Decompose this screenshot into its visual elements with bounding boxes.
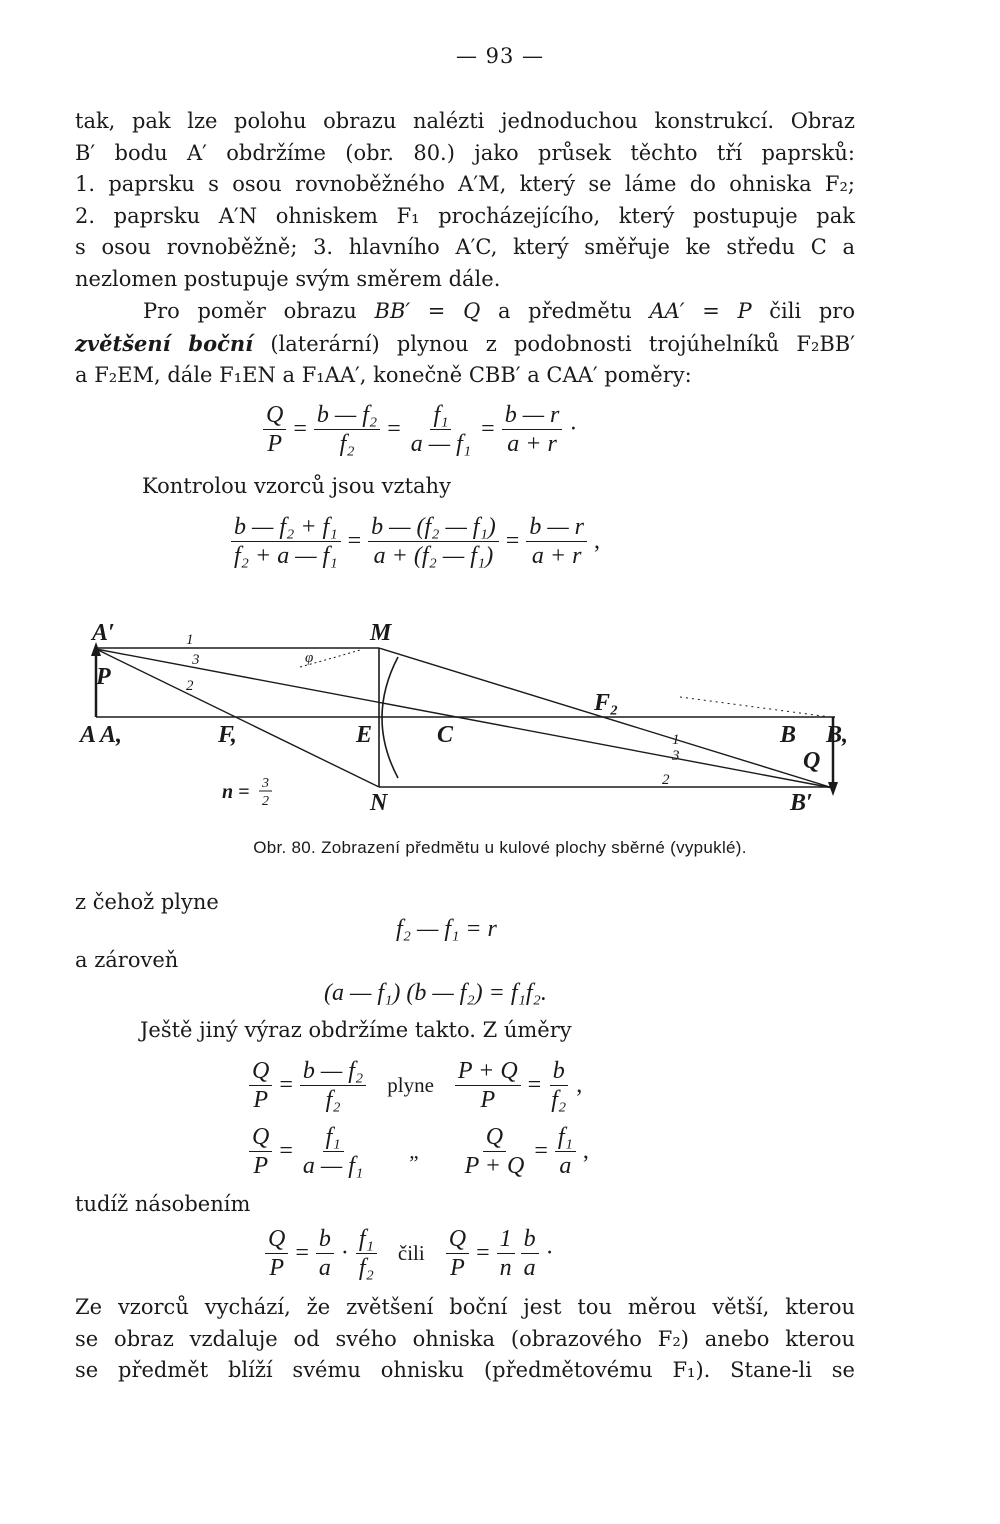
construction-dots <box>680 697 830 717</box>
label-c: C <box>437 722 454 748</box>
paragraph-line: tak, pak lze polohu obrazu nalézti jednoduchou konstrukcí. Obraz <box>75 109 855 133</box>
ray-2-focal <box>96 649 379 787</box>
fraction: $\frac{P + Q}{P}$ <box>455 1058 521 1113</box>
label-f2: F₂ <box>594 690 619 716</box>
equation-control: $\frac{\text{b — f₂ + f₁}}{\text{f₂ + a — f₁}}$ = $\frac{\text{b — (f₂ — f₁)}}{\text{a + (f₂ — f₁)}}$ = $\frac{b — r}{a + r}$ , <box>228 514 604 569</box>
label-b: B <box>780 722 797 748</box>
word-plyne: plyne <box>387 1073 434 1097</box>
text-jeste: Ještě jiný výraz obdržíme takto. Z úměry <box>140 1018 572 1042</box>
paragraph-line: Ze vzorců vychází, že zvětšení boční jest tou měrou větší, kterou <box>75 1295 855 1319</box>
word-cili: čili <box>397 1241 425 1265</box>
refractive-index-numerator: 3 <box>262 776 269 791</box>
optics-diagram <box>0 612 1000 832</box>
equation-magnification: $\frac{Q}{P}$ = $\frac{b}{a}$ · $\frac{\text{f₁}}{\text{f₂}}$ čili $\frac{Q}{P}$ = $\frac{1}{n}$ $\frac{b}{a}$ · <box>262 1226 558 1281</box>
paragraph-line: a F₂EM, dále F₁EN a F₁AA′, konečně CBB′ a CAA′ poměry: <box>75 363 692 387</box>
fraction: $\frac{1}{n}$ <box>497 1226 515 1281</box>
refractive-index-denominator: 2 <box>262 794 269 809</box>
fraction: $\frac{b — r}{a + r}$ <box>502 402 563 457</box>
text-run: BB′ = Q <box>374 299 481 323</box>
fraction: $\frac{\text{f₁}}{a}$ <box>555 1124 576 1179</box>
text-zaroven: a zároveň <box>75 948 179 972</box>
label-n: N <box>370 790 388 816</box>
paragraph-line: B′ bodu A′ obdržíme (obr. 80.) jako průsek těchto tří paprsků: <box>75 140 855 165</box>
paragraph-2 <box>75 296 855 392</box>
paragraph-line: s osou rovnoběžně; 3. hlavního A′C, který směřuje ke středu C a <box>75 235 855 259</box>
equation-proportion-1: $\frac{Q}{P}$ = $\frac{\text{b — f₂}}{\text{f₂}}$ plyne $\frac{P + Q}{P}$ = $\frac{b}{\text{f₂}}$ , <box>246 1058 586 1113</box>
label-e: E <box>356 722 373 748</box>
paragraph-line: se obraz vzdaluje od svého ohniska (obrazového F₂) anebo kterou <box>75 1326 855 1351</box>
paragraph-line: 2. paprsku A′N ohniskem F₁ procházejícího, který postupuje pak <box>75 203 855 228</box>
ditto-mark: „ <box>409 1139 419 1163</box>
text-run: Pro poměr obrazu <box>143 299 357 323</box>
refractive-index-label: n = <box>222 781 250 803</box>
paragraph-3 <box>75 1292 855 1387</box>
paragraph-line: nezlomen postupuje svým směrem dále. <box>75 266 501 291</box>
label-a: A <box>80 722 97 748</box>
ray-number-2: 2 <box>662 772 670 788</box>
fraction: $\frac{\text{f₁}}{\text{a — f₁}}$ <box>302 1124 364 1179</box>
ray-1-refracted <box>379 648 833 788</box>
fraction: $\frac{\text{f₁}}{\text{f₂}}$ <box>356 1226 377 1281</box>
fraction: $\frac{Q}{P}$ <box>263 402 286 457</box>
fraction: $\frac{Q}{P}$ <box>249 1058 272 1113</box>
text-run: čili pro <box>769 299 855 323</box>
fraction: $\frac{\text{b — f₂}}{\text{f₂}}$ <box>300 1058 366 1113</box>
label-b1: B, <box>826 722 849 748</box>
paragraph-line: 1. paprsku s osou rovnoběžného A′M, který se láme do ohniska F₂; <box>75 172 855 196</box>
text-run: AA′ = P <box>649 299 752 323</box>
fraction: $\frac{Q}{P + Q}$ <box>464 1124 525 1179</box>
emphasis-term: zvětšení boční <box>75 330 254 356</box>
fraction: $\frac{b}{a}$ <box>316 1226 334 1281</box>
label-q: Q <box>803 748 821 774</box>
label-b-prime: B′ <box>790 790 813 816</box>
fraction: $\frac{\text{f₁}}{\text{a — f₁}}$ <box>410 402 472 457</box>
ray-number-3: 3 <box>192 652 200 668</box>
page-number: — 93 — <box>455 44 545 68</box>
fraction: $\frac{b}{\text{f₂}}$ <box>551 1058 567 1113</box>
image-arrowhead <box>828 782 838 796</box>
fraction: $\frac{Q}{P}$ <box>265 1226 288 1281</box>
control-text: Kontrolou vzorců jsou vztahy <box>142 474 451 498</box>
fraction: $\frac{b — r}{a + r}$ <box>526 514 587 569</box>
equation-f2-f1: f₂ — f₁ = r <box>396 916 497 942</box>
ray-number-3: 3 <box>672 748 680 764</box>
fraction: $\frac{Q}{P}$ <box>446 1226 469 1281</box>
paragraph-1 <box>75 106 855 295</box>
fraction: $\frac{\text{b — (f₂ — f₁)}}{\text{a + (f₂ — f₁)}}$ <box>368 514 499 569</box>
text-tudiz: tudíž násobením <box>75 1192 251 1216</box>
label-a-prime: A′ <box>92 620 115 646</box>
ray-3-central <box>96 649 833 788</box>
equation-ratios: $\frac{Q}{P}$ = $\frac{\text{b — f₂}}{\text{f₂}}$ = $\frac{\text{f₁}}{\text{a — f₁}}$ = $\frac{b — r}{a + r}$ · <box>260 402 581 457</box>
paragraph-line <box>75 296 855 328</box>
fraction: $\frac{\text{b — f₂ + f₁}}{\text{f₂ + a — f₁}}$ <box>231 514 341 569</box>
fraction: $\frac{b}{a}$ <box>521 1226 539 1281</box>
paragraph-line: se předmět blíží svému ohnisku (předmětovému F₁). Stane-li se <box>75 1358 855 1382</box>
fraction: $\frac{Q}{P}$ <box>249 1124 272 1179</box>
label-phi: φ <box>305 650 314 666</box>
label-m: M <box>370 620 392 646</box>
equation-proportion-2: $\frac{Q}{P}$ = $\frac{\text{f₁}}{\text{a — f₁}}$ „ $\frac{Q}{P + Q}$ = $\frac{\text{f₁}}{a}$ , <box>246 1124 593 1179</box>
text-zcehoz: z čehož plyne <box>75 890 219 914</box>
paragraph-line <box>75 328 855 361</box>
ray-number-1: 1 <box>186 632 194 648</box>
text-run: (laterární) plynou z podobnosti trojúhelníků F₂BB′ <box>270 331 855 356</box>
ray-number-2: 2 <box>186 678 194 694</box>
text-run: a předmětu <box>497 299 632 323</box>
label-p: P <box>96 664 111 690</box>
label-f1: F, <box>218 722 237 748</box>
equation-product: (a — f₁) (b — f₂) = f₁f₂. <box>324 980 547 1006</box>
ray-number-1: 1 <box>672 732 680 748</box>
label-a1: A, <box>100 722 123 748</box>
fraction: $\frac{\text{b — f₂}}{\text{f₂}}$ <box>314 402 380 457</box>
figure-caption: Obr. 80. Zobrazení předmětu u kulové plochy sběrné (vypuklé). <box>253 838 747 857</box>
